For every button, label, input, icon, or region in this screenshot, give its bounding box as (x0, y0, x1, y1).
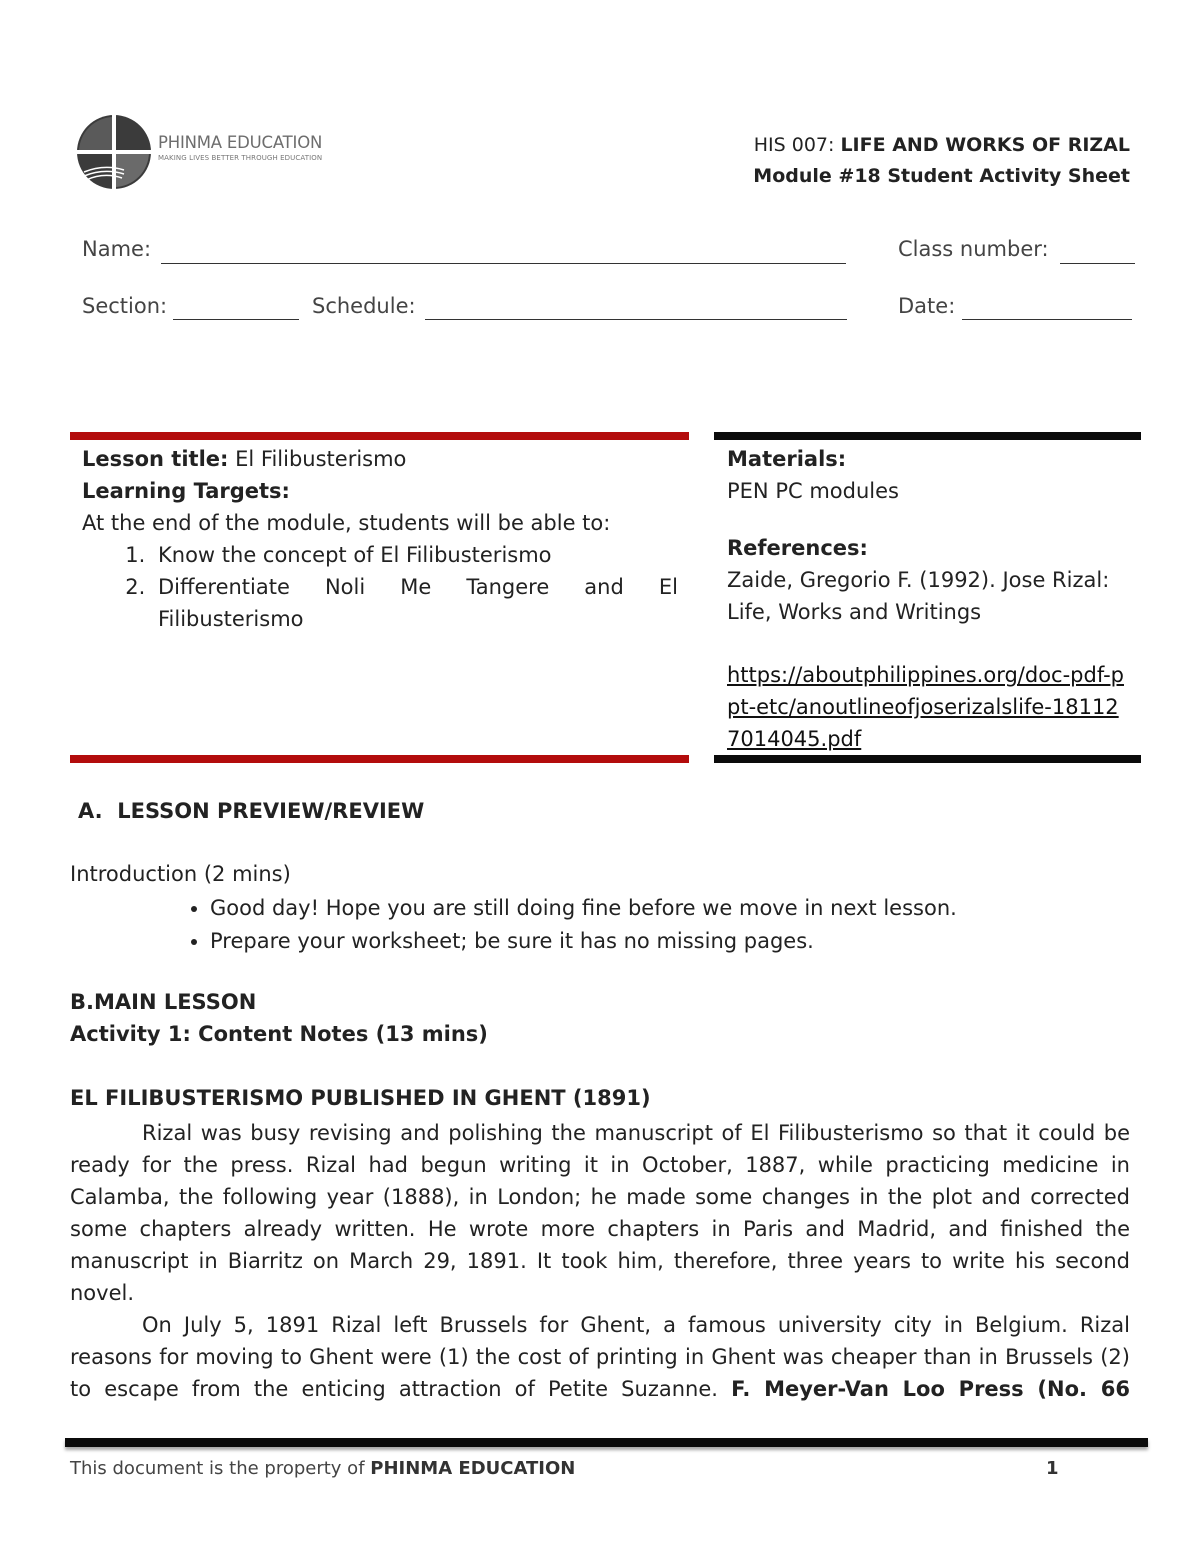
footer-owner: PHINMA EDUCATION (370, 1458, 576, 1479)
class-number-field[interactable] (1060, 263, 1135, 264)
schedule-field[interactable] (425, 319, 847, 320)
course-title: LIFE AND WORKS OF RIZAL (840, 134, 1130, 156)
learning-target: 1. Know the concept of El Filibusterismo (152, 539, 678, 571)
materials-top-bar (714, 432, 1141, 440)
reference-link[interactable]: https://aboutphilippines.org/doc-pdf-ppt-etc/anoutlineofjoserizalslife-181127014045.pdf (727, 663, 1124, 751)
bullet-item: • Good day! Hope you are still doing fine before we move in next lesson. (210, 892, 1070, 925)
module-line: Module #18 Student Activity Sheet (753, 165, 1130, 187)
phinma-logo (74, 112, 334, 192)
learning-target: 2. Differentiate Noli Me Tangere and El Filibusterismo (152, 571, 678, 635)
paragraph-2: On July 5, 1891 Rizal left Brussels for Ghent, a famous university city in Belgium. Rizal reasons for moving to Ghent were (1) the cost of printing in Ghent was cheaper than in Brussels (2) to escape from the enticing attraction of Petite Suzanne. F. Meyer-Van Loo Press (No. 66 (70, 1313, 1130, 1401)
ghent-subheading: EL FILIBUSTERISMO PUBLISHED IN GHENT (1891) (70, 1086, 651, 1110)
paragraph-2-bold: F. Meyer-Van Loo Press (No. 66 (731, 1377, 1130, 1401)
course-line (753, 130, 1130, 161)
intro-bullets (70, 892, 1070, 958)
materials-value: PEN PC modules (727, 479, 899, 503)
introduction-label: Introduction (2 mins) (70, 862, 291, 886)
logo-tagline: MAKING LIVES BETTER THROUGH EDUCATION (158, 154, 323, 162)
course-header (753, 130, 1130, 192)
materials-bottom-bar (714, 755, 1141, 763)
page-number: 1 (1046, 1458, 1059, 1479)
lesson-top-bar (70, 432, 689, 440)
logo-brand: PHINMA EDUCATION (158, 133, 323, 152)
footer-text: This document is the property of PHINMA EDUCATION (70, 1458, 576, 1479)
references-label: References: (727, 536, 868, 560)
date-label: Date: (898, 294, 956, 318)
section-field[interactable] (173, 319, 299, 320)
class-number-label: Class number: (898, 237, 1049, 261)
bullet-item: • Prepare your worksheet; be sure it has no missing pages. (210, 925, 1070, 958)
lesson-title: Lesson title: El Filibusterismo (82, 447, 407, 471)
learning-targets-label: Learning Targets: (82, 479, 290, 503)
footer-bar (65, 1438, 1148, 1447)
lesson-panel (82, 443, 678, 635)
section-a-heading: A. LESSON PREVIEW/REVIEW (78, 799, 425, 823)
activity-heading: Activity 1: Content Notes (13 mins) (70, 1022, 488, 1046)
learning-targets-list (82, 539, 678, 635)
reference-book: Zaide, Gregorio F. (1992). Jose Rizal: Life, Works and Writings (727, 568, 1110, 624)
materials-panel (727, 443, 1137, 755)
section-label: Section: (82, 294, 168, 318)
materials-label: Materials: (727, 447, 847, 471)
name-label: Name: (82, 237, 152, 261)
phinma-logo-icon (74, 112, 154, 192)
paragraph-1: Rizal was busy revising and polishing the manuscript of El Filibusterismo so that it could be ready for the press. Rizal had begun writing it in October, 1887, while practicing medicine in Calamba, the following year (1888), in London; he made some changes in the plot and corrected some chapters already written. He wrote more chapters in Paris and Madrid, and finished the manuscript in Biarritz on March 29, 1891. It took him, therefore, three years to write his second novel. (70, 1121, 1130, 1305)
name-field[interactable] (161, 263, 846, 264)
course-code: HIS 007: (753, 134, 835, 156)
date-field[interactable] (962, 319, 1132, 320)
schedule-label: Schedule: (312, 294, 416, 318)
lesson-body (70, 1117, 1130, 1405)
lesson-bottom-bar (70, 755, 689, 763)
section-b-heading: B.MAIN LESSON (70, 990, 257, 1014)
learning-targets-intro: At the end of the module, students will be able to: (82, 511, 611, 535)
lesson-title-value: El Filibusterismo (235, 447, 407, 471)
